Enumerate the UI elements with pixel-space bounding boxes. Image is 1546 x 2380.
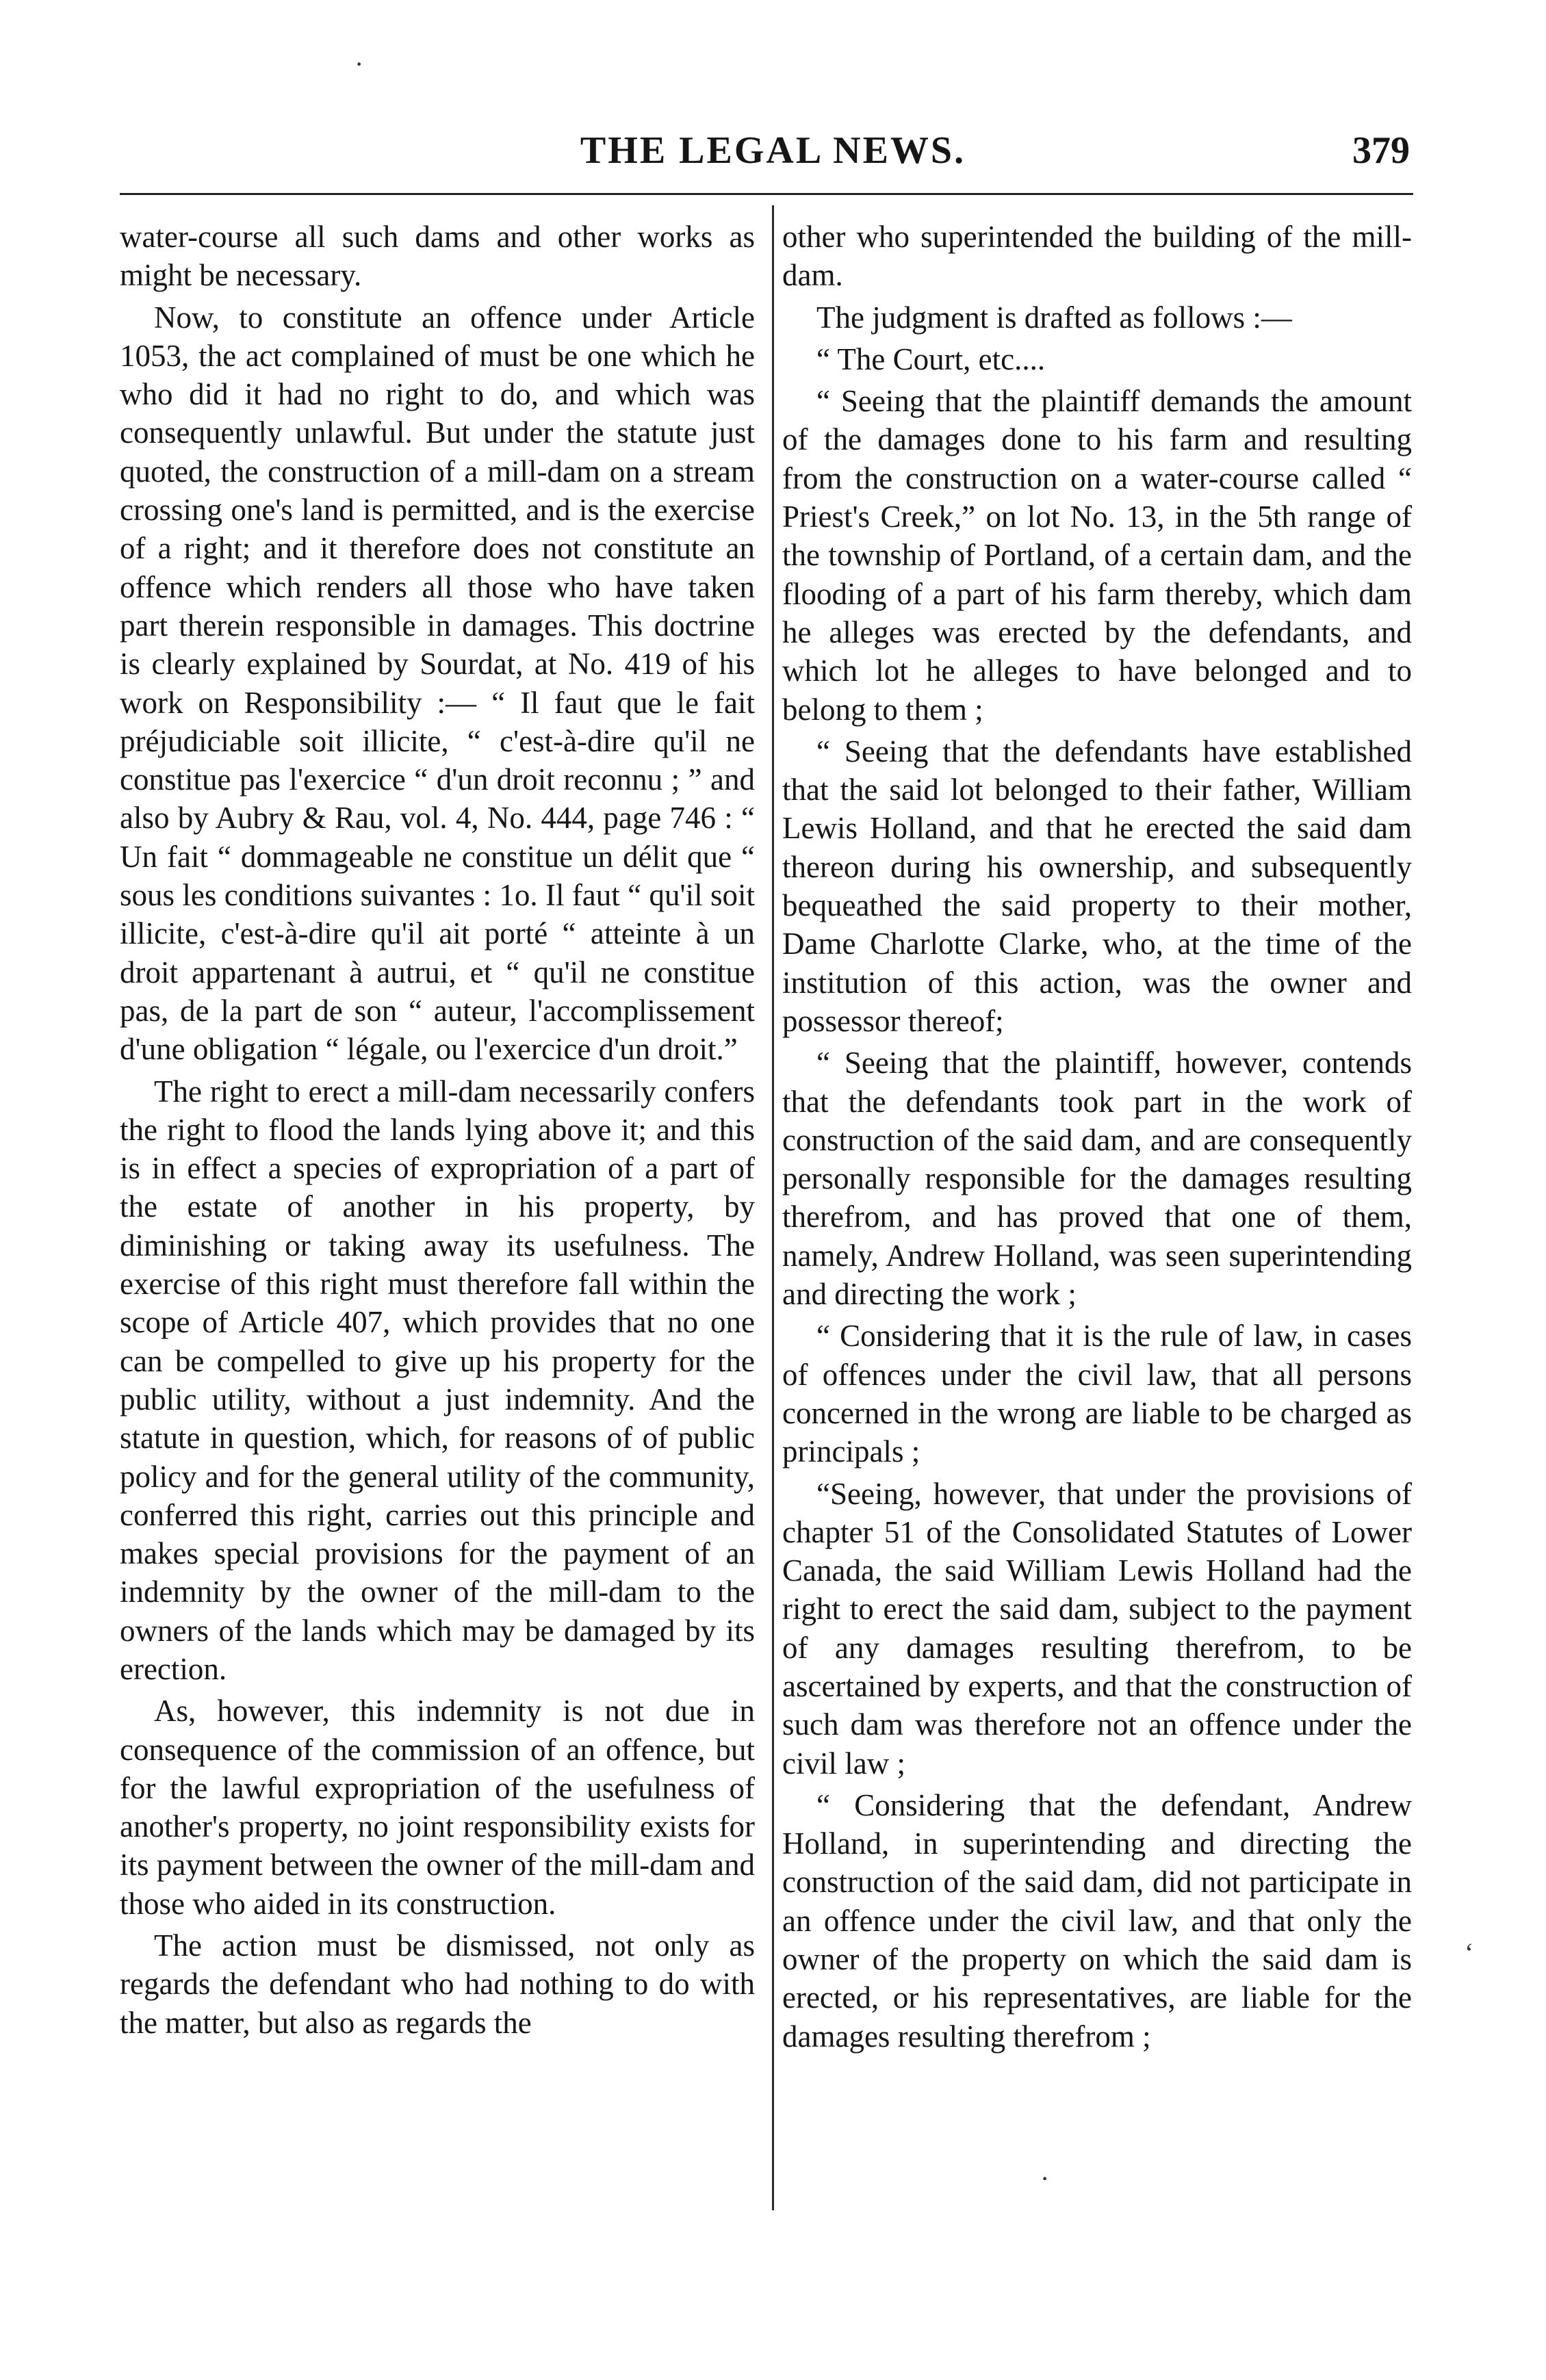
paragraph: “ Considering that the defendant, Andrew Holland, in superintending and directing the construction of the said dam, did not participate in an offence under the civil law, and that only the owner of the property on which the said dam is erected, or his representatives, are liable for the damages resulting therefrom ; [782, 1787, 1412, 2054]
paragraph: “Seeing, however, that under the provisions of chapter 51 of the Consolidated Statutes of Lower Canada, the said William Lewis Holland had the right to erect the said dam, subject to the payment of any damages resulting therefrom, to be ascertained by experts, and that the construction of such dam was therefore not an offence under the civil law ; [782, 1476, 1412, 1781]
paragraph: water-course all such dams and other works as might be necessary. [120, 220, 755, 293]
margin-mark: ‘ [1465, 1937, 1474, 1968]
paragraph: “ Seeing that the defendants have established that the said lot belonged to their father, William Lewis Holland, and that he erected the said dam thereon during his ownership, and subsequently bequeathed the said property to their mother, Dame Charlotte Clarke, who, at the time of the institution of this action, was the owner and possessor thereof; [782, 734, 1412, 1038]
header-rule [120, 193, 1413, 195]
paragraph: “ Seeing that the plaintiff, however, contends that the defendants took part in the work of construction of the said dam, and are consequently personally responsible for the damages resulting therefrom, and has proved that one of them, namely, Andrew Holland, was seen superintending and directing the work ; [782, 1046, 1412, 1312]
ink-speck: · [355, 49, 364, 79]
right-column [782, 218, 1412, 2059]
left-column [120, 218, 755, 2045]
journal-title: THE LEGAL NEWS. [580, 129, 966, 172]
paragraph: “ The Court, etc.... [816, 341, 1046, 376]
paragraph: The judgment is drafted as follows :— [816, 300, 1292, 335]
paragraph: “ Seeing that the plaintiff demands the amount of the damages done to his farm and resulting from the construction on a water-course called “ Priest's Creek,” on lot No. 13, in the 5th range of the township of Portland, of a certain dam, and the flooding of a part of his farm thereby, which dam he alleges was erected by the defendants, and which lot he alleges to have belonged and to belong to them ; [782, 384, 1412, 727]
page-number: 379 [1352, 129, 1410, 172]
paragraph: other who superintended the building of the mill-dam. [782, 220, 1412, 293]
column-divider [772, 205, 774, 2210]
paragraph: Now, to constitute an offence under Article 1053, the act complained of must be one which he who did it had no right to do, and which was consequently unlawful. But under the statute just quoted, the construction of a mill-dam on a stream crossing one's land is permitted, and is the exercise of a right; and it therefore does not constitute an offence which renders all those who have taken part therein responsible in damages. This doctrine is clearly explained by Sourdat, at No. 419 of his work on Responsibility :— “ Il faut que le fait préjudiciable soit illicite, “ c'est-à-dire qu'il ne constitue pas l'exercice “ d'un droit reconnu ; ” and also by Aubry & Rau, vol. 4, No. 444, page 746 : “ Un fait “ dommageable ne constitue un délit que “ sous les conditions suivantes : 1o. Il faut “ qu'il soit illicite, c'est-à-dire qu'il ait porté “ atteinte à un droit appartenant à autrui, et “ qu'il ne constitue pas, de la part de son “ auteur, l'accomplissement d'une obligation “ légale, ou l'exercice d'un droit.” [120, 300, 755, 1067]
paragraph: The right to erect a mill-dam necessarily confers the right to flood the lands lying above it; and this is in effect a species of expropriation of a part of the estate of another in his property, by diminishing or taking away its usefulness. The exercise of this right must therefore fall within the scope of Article 407, which provides that no one can be compelled to give up his property for the public utility, without a just indemnity. And the statute in question, which, for reasons of of public policy and for the general utility of the community, conferred this right, carries out this principle and makes special provisions for the payment of an indemnity by the owner of the mill-dam to the owners of the lands which may be damaged by its erection. [120, 1074, 755, 1686]
paragraph: “ Considering that it is the rule of law, in cases of offences under the civil law, that all persons concerned in the wrong are liable to be charged as principals ; [782, 1319, 1412, 1469]
ink-speck: · [1040, 2163, 1050, 2194]
paragraph: The action must be dismissed, not only as regards the defendant who had nothing to do with the matter, but also as regards the [120, 1928, 755, 2040]
paragraph: As, however, this indemnity is not due in consequence of the commission of an offence, but for the lawful expropriation of the usefulness of another's property, no joint responsibility exists for its payment between the owner of the mill-dam and those who aided in its construction. [120, 1694, 755, 1921]
